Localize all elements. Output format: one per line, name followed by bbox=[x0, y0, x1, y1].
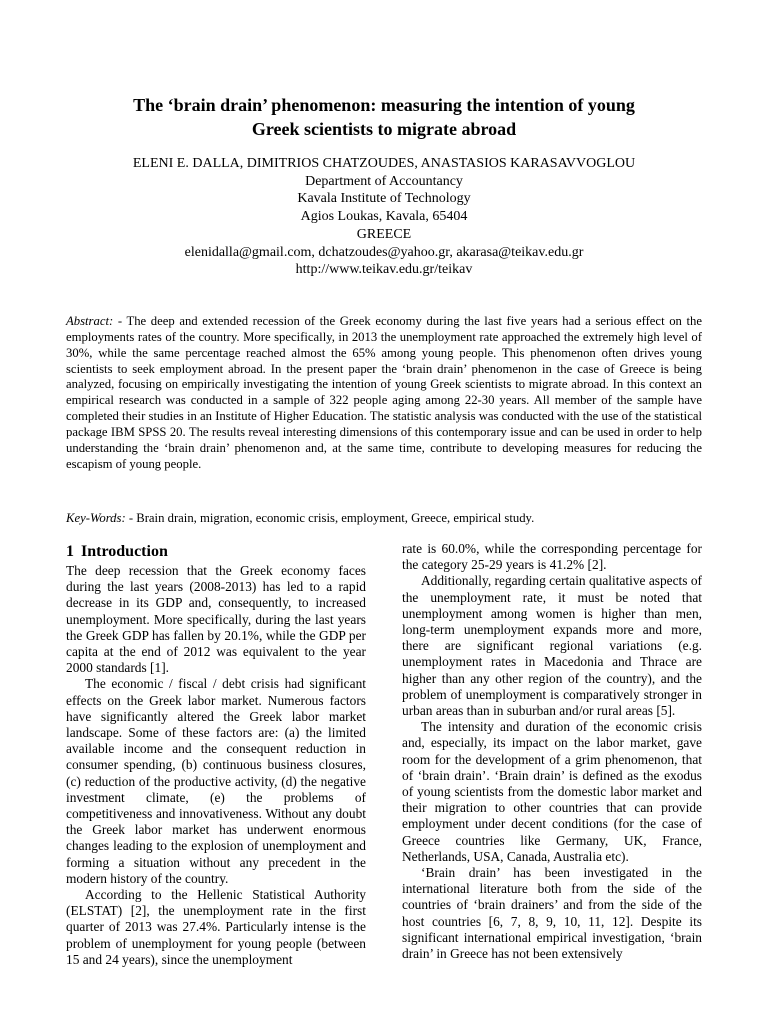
author-institute: Kavala Institute of Technology bbox=[297, 191, 471, 207]
intro-paragraph-3: According to the Hellenic Statistical Authority (ELSTAT) [2], the unemployment rate in the first quarter of 2013 was 27.4%. Particularly intense is the problem of unemployment for young people (between 15 and 24 years), since the unemployment bbox=[66, 887, 366, 967]
author-department: Department of Accountancy bbox=[305, 173, 463, 189]
title-line-1: The ‘brain drain’ phenomenon: measuring the intention of young bbox=[133, 95, 635, 115]
title-line-2: Greek scientists to migrate abroad bbox=[251, 119, 517, 139]
author-country: GREECE bbox=[356, 226, 412, 242]
section-title: Introduction bbox=[81, 543, 168, 560]
author-address: Agios Loukas, Kavala, 65404 bbox=[300, 209, 468, 225]
author-names: ELENI E. DALLA, DIMITRIOS CHATZOUDES, ANASTASIOS KARASAVVOGLOU bbox=[132, 156, 636, 171]
right-paragraph-4: ‘Brain drain’ has been investigated in the international literature both from the side of the countries of ‘brain drainers’ and from the side of the host countries [6, 7, 8, 9, 10, 11, 12]. Despite its significant international empirical investigation, ‘brain drain’ in Greece has not been extensively bbox=[402, 865, 702, 962]
author-url: http://www.teikav.edu.gr/teikav bbox=[295, 262, 473, 278]
paper-title bbox=[40, 93, 728, 141]
keywords bbox=[66, 510, 702, 526]
abstract-text: - The deep and extended recession of the Greek economy during the last five years had a serious effect on the employments rates of the country. More specifically, in 2013 the unemployment rate approached the extremely high level of 30%, while the same percentage reached almost the 65% among young people. This phenomenon often drives young scientists to seek employment abroad. In the present paper the ‘brain drain’ phenomenon in the case of Greece is being analyzed, focusing on empirically investigating the intention of young Greek scientists to migrate abroad. In this context an empirical research was conducted in a sample of 322 people aging among 22-30 years. All member of the sample have completed their studies in an Institute of Higher Education. The statistic analysis was conducted with the use of the statistical package IBM SPSS 20. The results reveal interesting dimensions of this contemporary issue and can be used in order to help understanding the ‘brain drain’ phenomenon and, at the same time, contribute to developing measures for reducing the escapism of young people. bbox=[66, 314, 702, 471]
keywords-text: - Brain drain, migration, economic crisis, employment, Greece, empirical study. bbox=[128, 511, 535, 525]
intro-paragraph-2: The economic / fiscal / debt crisis had significant effects on the Greek labor market. Numerous factors have significantly altered the Greek labor market landscape. Some of these factors are: (a) the limited available income and the consequent reduction in consumer spending, (b) continuous business closures, (c) reduction of the productive activity, (d) the negative investment climate, (e) the problems of competitiveness and innovativeness. Without any doubt the Greek labor market has underwent enormous changes leading to the explosion of unemployment and forming a situation without any precedent in the modern history of the country. bbox=[66, 676, 366, 886]
left-column bbox=[66, 541, 366, 968]
author-emails: elenidalla@gmail.com, dchatzoudes@yahoo.gr, akarasa@teikav.edu.gr bbox=[184, 244, 584, 260]
abstract bbox=[66, 314, 702, 472]
section-heading bbox=[66, 541, 366, 562]
keywords-label: Key-Words: bbox=[66, 511, 126, 525]
right-paragraph-1: rate is 60.0%, while the corresponding percentage for the category 25-29 years is 41.2% [2]. bbox=[402, 541, 702, 573]
section-number: 1 bbox=[66, 543, 74, 560]
author-block bbox=[40, 155, 728, 279]
intro-paragraph-1: The deep recession that the Greek economy faces during the last years (2008-2013) has led to a rapid decrease in its GDP and, consequently, to increased unemployment. More specifically, during the last years the Greek GDP has fallen by 20.1%, while the GDP per capita at the end of 2012 was equivalent to the year 2000 standards [1]. bbox=[66, 563, 366, 676]
right-paragraph-2: Additionally, regarding certain qualitative aspects of the unemployment rate, it must be noted that unemployment among women is higher than men, long-term unemployment expands more and more, there are significant regional variations (e.g. unemployment rates in Macedonia and Thrace are higher than any other region of the country), and the problem of unemployment is comparatively stronger in urban areas than in suburban and/or rural areas [5]. bbox=[402, 573, 702, 719]
right-paragraph-3: The intensity and duration of the economic crisis and, especially, its impact on the labor market, gave room for the development of a grim phenomenon, that of ‘brain drain’. ‘Brain drain’ is defined as the exodus of young scientists from the domestic labor market and their migration to other countries that can provide employment under decent conditions (for the case of Greece countries like Germany, UK, France, Netherlands, USA, Canada, Australia etc). bbox=[402, 719, 702, 864]
right-column bbox=[402, 541, 702, 962]
abstract-label: Abstract: bbox=[66, 314, 114, 328]
